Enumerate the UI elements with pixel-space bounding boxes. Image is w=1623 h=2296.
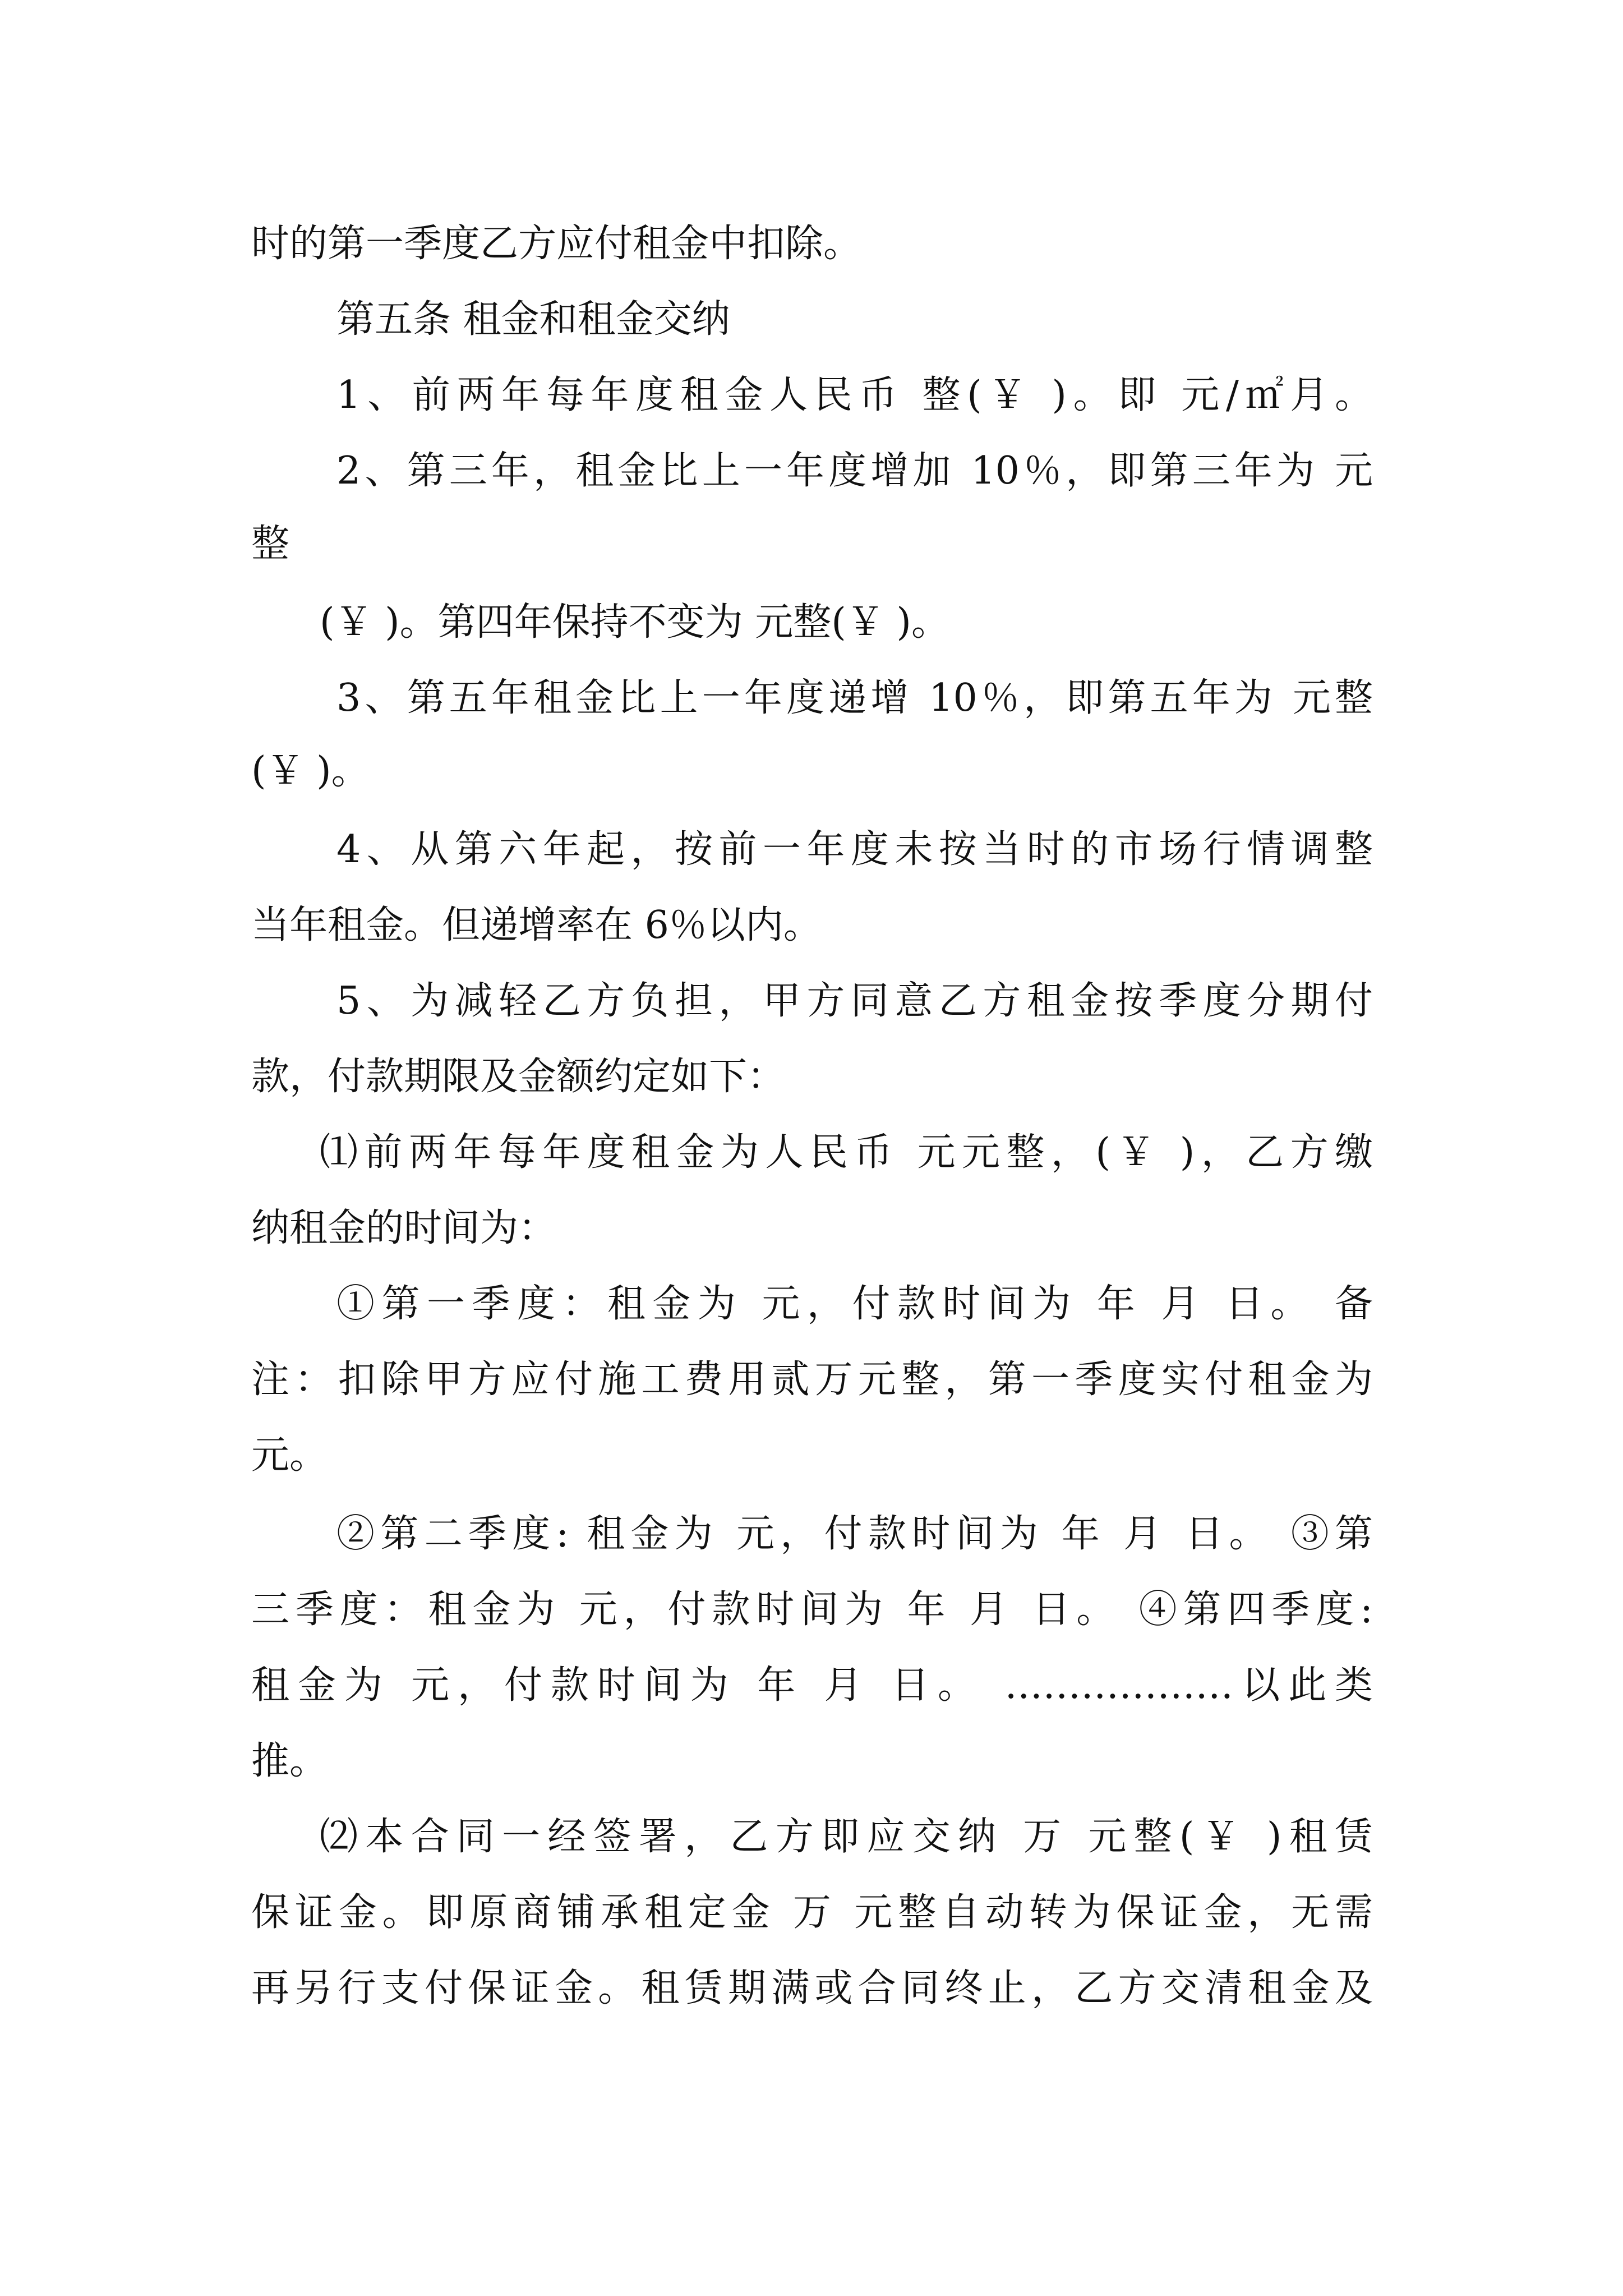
- text-line: (￥ )。第四年保持不变为 元整(￥ )。: [320, 600, 949, 645]
- text-line: ①第一季度：租金为 元，付款时间为 年 月 日。 备: [336, 1282, 1373, 1326]
- text-line: 三季度：租金为 元，付款时间为 年 月 日。 ④第四季度:: [251, 1588, 1373, 1632]
- text-line: 时的第一季度乙方应付租金中扣除。: [251, 222, 862, 266]
- section-heading: 第五条 租金和租金交纳: [336, 297, 730, 342]
- text-line: 5、为减轻乙方负担，甲方同意乙方租金按季度分期付: [336, 979, 1373, 1023]
- text-line: ⑵本合同一经签署，乙方即应交纳 万 元整(￥ )租赁: [320, 1815, 1373, 1859]
- text-line: 元。: [251, 1433, 328, 1478]
- text-line: 当年租金。但递增率在 6％以内。: [251, 903, 822, 947]
- text-line: 注：扣除甲方应付施工费用贰万元整，第一季度实付租金为: [251, 1358, 1373, 1402]
- text-line: 款，付款期限及金额约定如下：: [251, 1055, 786, 1099]
- text-line: 推。: [251, 1739, 328, 1783]
- text-line: 4、从第六年起，按前一年度未按当时的市场行情调整: [336, 827, 1373, 872]
- text-line: 2、第三年，租金比上一年度增加 10％，即第三年为 元: [336, 449, 1373, 493]
- text-line: ⑴前两年每年度租金为人民币 元元整，(￥ )，乙方缴: [320, 1130, 1373, 1175]
- text-line: 1、前两年每年度租金人民币 整(￥ )。即 元/㎡月。: [336, 373, 1373, 417]
- text-line: 保证金。即原商铺承租定金 万 元整自动转为保证金，无需: [251, 1890, 1373, 1935]
- text-line: ②第二季度: 租金为 元，付款时间为 年 月 日。 ③第: [336, 1512, 1373, 1556]
- text-line: 纳租金的时间为：: [251, 1206, 557, 1250]
- text-line: (￥ )。: [251, 749, 370, 793]
- text-line: 3、第五年租金比上一年度递增 10％，即第五年为 元整: [336, 676, 1373, 720]
- text-line: 整: [251, 522, 290, 566]
- text-line: 再另行支付保证金。租赁期满或合同终止，乙方交清租金及: [251, 1966, 1373, 2010]
- text-line: 租金为 元，付款时间为 年 月 日。 ………………以此类: [251, 1663, 1373, 1708]
